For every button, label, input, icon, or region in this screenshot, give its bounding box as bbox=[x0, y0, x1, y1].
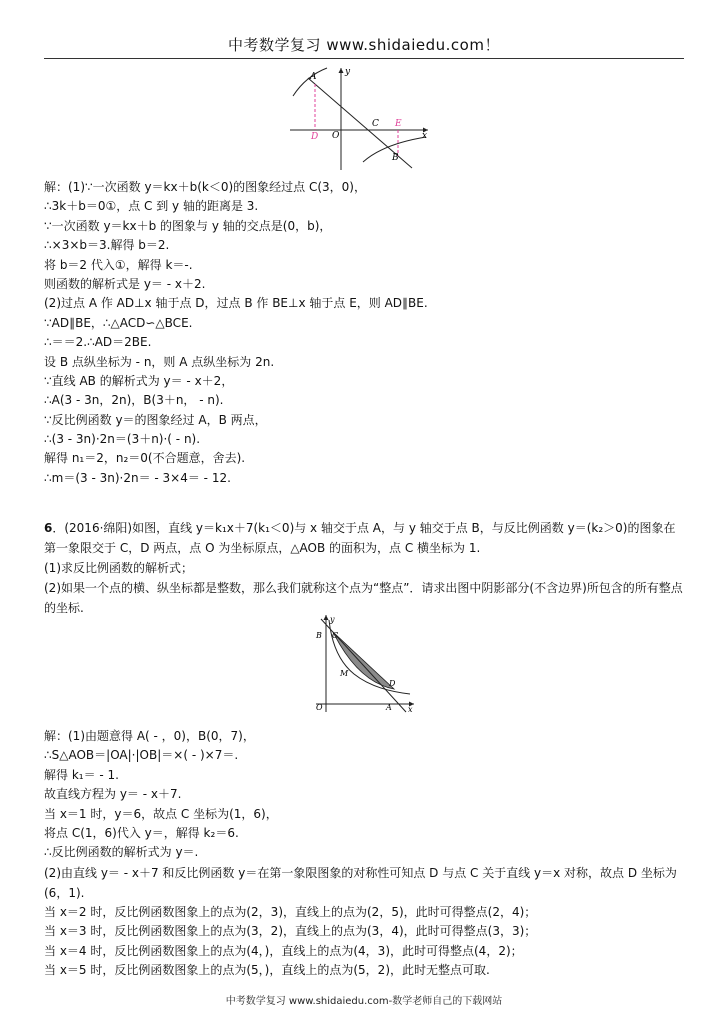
problem-6-statement bbox=[44, 518, 684, 558]
header-divider bbox=[44, 58, 684, 59]
solution-2-line: 解得 k₁＝ - 1. bbox=[44, 767, 119, 782]
problem-6-question-1: (1)求反比例函数的解析式； bbox=[44, 561, 193, 575]
solution-1-line: 将 b＝2 代入①，解得 k＝-. bbox=[44, 257, 193, 272]
solution-2-line: 当 x＝3 时，反比例函数图象上的点为(3，2)，直线上的点为(3，4)，此时可得整点(3，3)； bbox=[44, 924, 537, 939]
label-x: x bbox=[408, 705, 413, 714]
y-axis-arrow bbox=[324, 615, 329, 620]
hyperbola bbox=[329, 620, 410, 694]
label-y: y bbox=[330, 615, 335, 624]
page-footer: 中考数学复习 www.shidaiedu.com-数学老师自己的下载网站 bbox=[225, 996, 503, 1007]
solution-1-line: ∴m＝(3 - 3n)·2n＝ - 3×4＝ - 12. bbox=[44, 470, 231, 485]
label-m: M bbox=[340, 669, 349, 678]
solution-1-line: 设 B 点纵坐标为 - n，则 A 点纵坐标为 2n. bbox=[44, 354, 275, 369]
problem-6 bbox=[44, 518, 684, 618]
solution-1-line: ∴A(3 - 3n，2n)，B(3＋n， - n). bbox=[44, 393, 224, 408]
solution-2-line: 当 x＝2 时，反比例函数图象上的点为(2，3)，直线上的点为(2，5)，此时可得整点(2，4)； bbox=[44, 904, 537, 919]
solution-1-line: ∵一次函数 y＝kx＋b 的图象与 y 轴的交点是(0，b)， bbox=[44, 218, 332, 233]
solution-1 bbox=[44, 178, 684, 488]
label-o: O bbox=[332, 131, 340, 141]
label-a: A bbox=[310, 72, 317, 82]
solution-2 bbox=[44, 727, 684, 980]
solution-2-line: ∴反比例函数的解析式为 y＝. bbox=[44, 845, 199, 860]
label-x: x bbox=[422, 131, 428, 141]
solution-1-line: 解：(1)∵一次函数 y＝kx＋b(k＜0)的图象经过点 C(3，0)， bbox=[44, 180, 366, 194]
solution-1-line: ∴(3 - 3n)·2n＝(3＋n)·( - n). bbox=[44, 432, 201, 447]
solution-2-line: 当 x＝1 时，y＝6，故点 C 坐标为(1，6)， bbox=[44, 806, 278, 821]
y-axis-arrow bbox=[339, 68, 344, 73]
label-a: A bbox=[386, 703, 392, 712]
solution-1-line: 则函数的解析式是 y＝ - x＋2. bbox=[44, 276, 206, 291]
solution-1-line: ∴＝＝2.∴AD＝2BE. bbox=[44, 335, 152, 350]
solution-1-line: ∵反比例函数 y＝的图象经过 A，B 两点， bbox=[44, 412, 267, 427]
problem-6-text: ．(2016·绵阳)如图，直线 y＝k₁x＋7(k₁＜0)与 x 轴交于点 A，与 y 轴交于点 B，与反比例函数 y＝(k₂＞0)的图象在第一象限交于 C，D 两点，点 O 为坐标原点，△AOB 的面积为，点 C 横坐标为 1. bbox=[44, 521, 676, 555]
label-d: D bbox=[311, 132, 319, 142]
label-o: O bbox=[316, 703, 323, 712]
solution-1-line: ∴×3×b＝3.解得 b＝2. bbox=[44, 238, 170, 253]
solution-1-line: (2)过点 A 作 AD⊥x 轴于点 D，过点 B 作 BE⊥x 轴于点 E，则 AD∥BE. bbox=[44, 296, 428, 311]
solution-2-line: ∴S△AOB＝|OA|·|OB|＝×( - )×7＝. bbox=[44, 748, 239, 763]
solution-1-line: ∵直线 AB 的解析式为 y＝ - x＋2， bbox=[44, 373, 234, 388]
solution-2-line: 故直线方程为 y＝ - x＋7. bbox=[44, 787, 182, 802]
solution-2-line: 将点 C(1，6)代入 y＝，解得 k₂＝6. bbox=[44, 825, 239, 840]
solution-2-line: 当 x＝4 时，反比例函数图象上的点为(4，)，直线上的点为(4，3)，此时可得整点(4，2)； bbox=[44, 943, 523, 958]
solution-1-line: ∴3k＋b＝0①，点 C 到 y 轴的距离是 3. bbox=[44, 199, 259, 214]
solution-1-line: ∵AD∥BE，∴△ACD∽△BCE. bbox=[44, 315, 193, 330]
label-y: y bbox=[345, 67, 351, 77]
solution-2-line: 解：(1)由题意得 A( - ，0)，B(0，7)， bbox=[44, 729, 255, 743]
label-d: D bbox=[389, 679, 396, 688]
label-b: B bbox=[316, 631, 322, 640]
label-c: C bbox=[332, 631, 339, 640]
label-b: B bbox=[392, 153, 399, 163]
figure-1-graph bbox=[288, 64, 434, 174]
problem-6-question-2: (2)如果一个点的横、纵坐标都是整数，那么我们就称这个点为“整点”．请求出图中阴影部分(不含边界)所包含的所有整点的坐标. bbox=[44, 581, 683, 615]
solution-1-line: 解得 n₁＝2，n₂＝0(不合题意，舍去). bbox=[44, 451, 246, 466]
label-e: E bbox=[395, 119, 402, 129]
label-c: C bbox=[372, 119, 379, 129]
solution-2-line: 当 x＝5 时，反比例函数图象上的点为(5，)，直线上的点为(5，2)，此时无整点可取. bbox=[44, 962, 490, 977]
solution-2-line: (2)由直线 y＝ - x＋7 和反比例函数 y＝在第一象限图象的对称性可知点 D 与点 C 关于直线 y＝x 对称，故点 D 坐标为(6，1). bbox=[44, 865, 677, 900]
figure-2-graph bbox=[306, 612, 418, 716]
page-header: 中考数学复习 www.shidaiedu.com！ bbox=[228, 36, 500, 54]
problem-number: 6 bbox=[44, 521, 53, 535]
